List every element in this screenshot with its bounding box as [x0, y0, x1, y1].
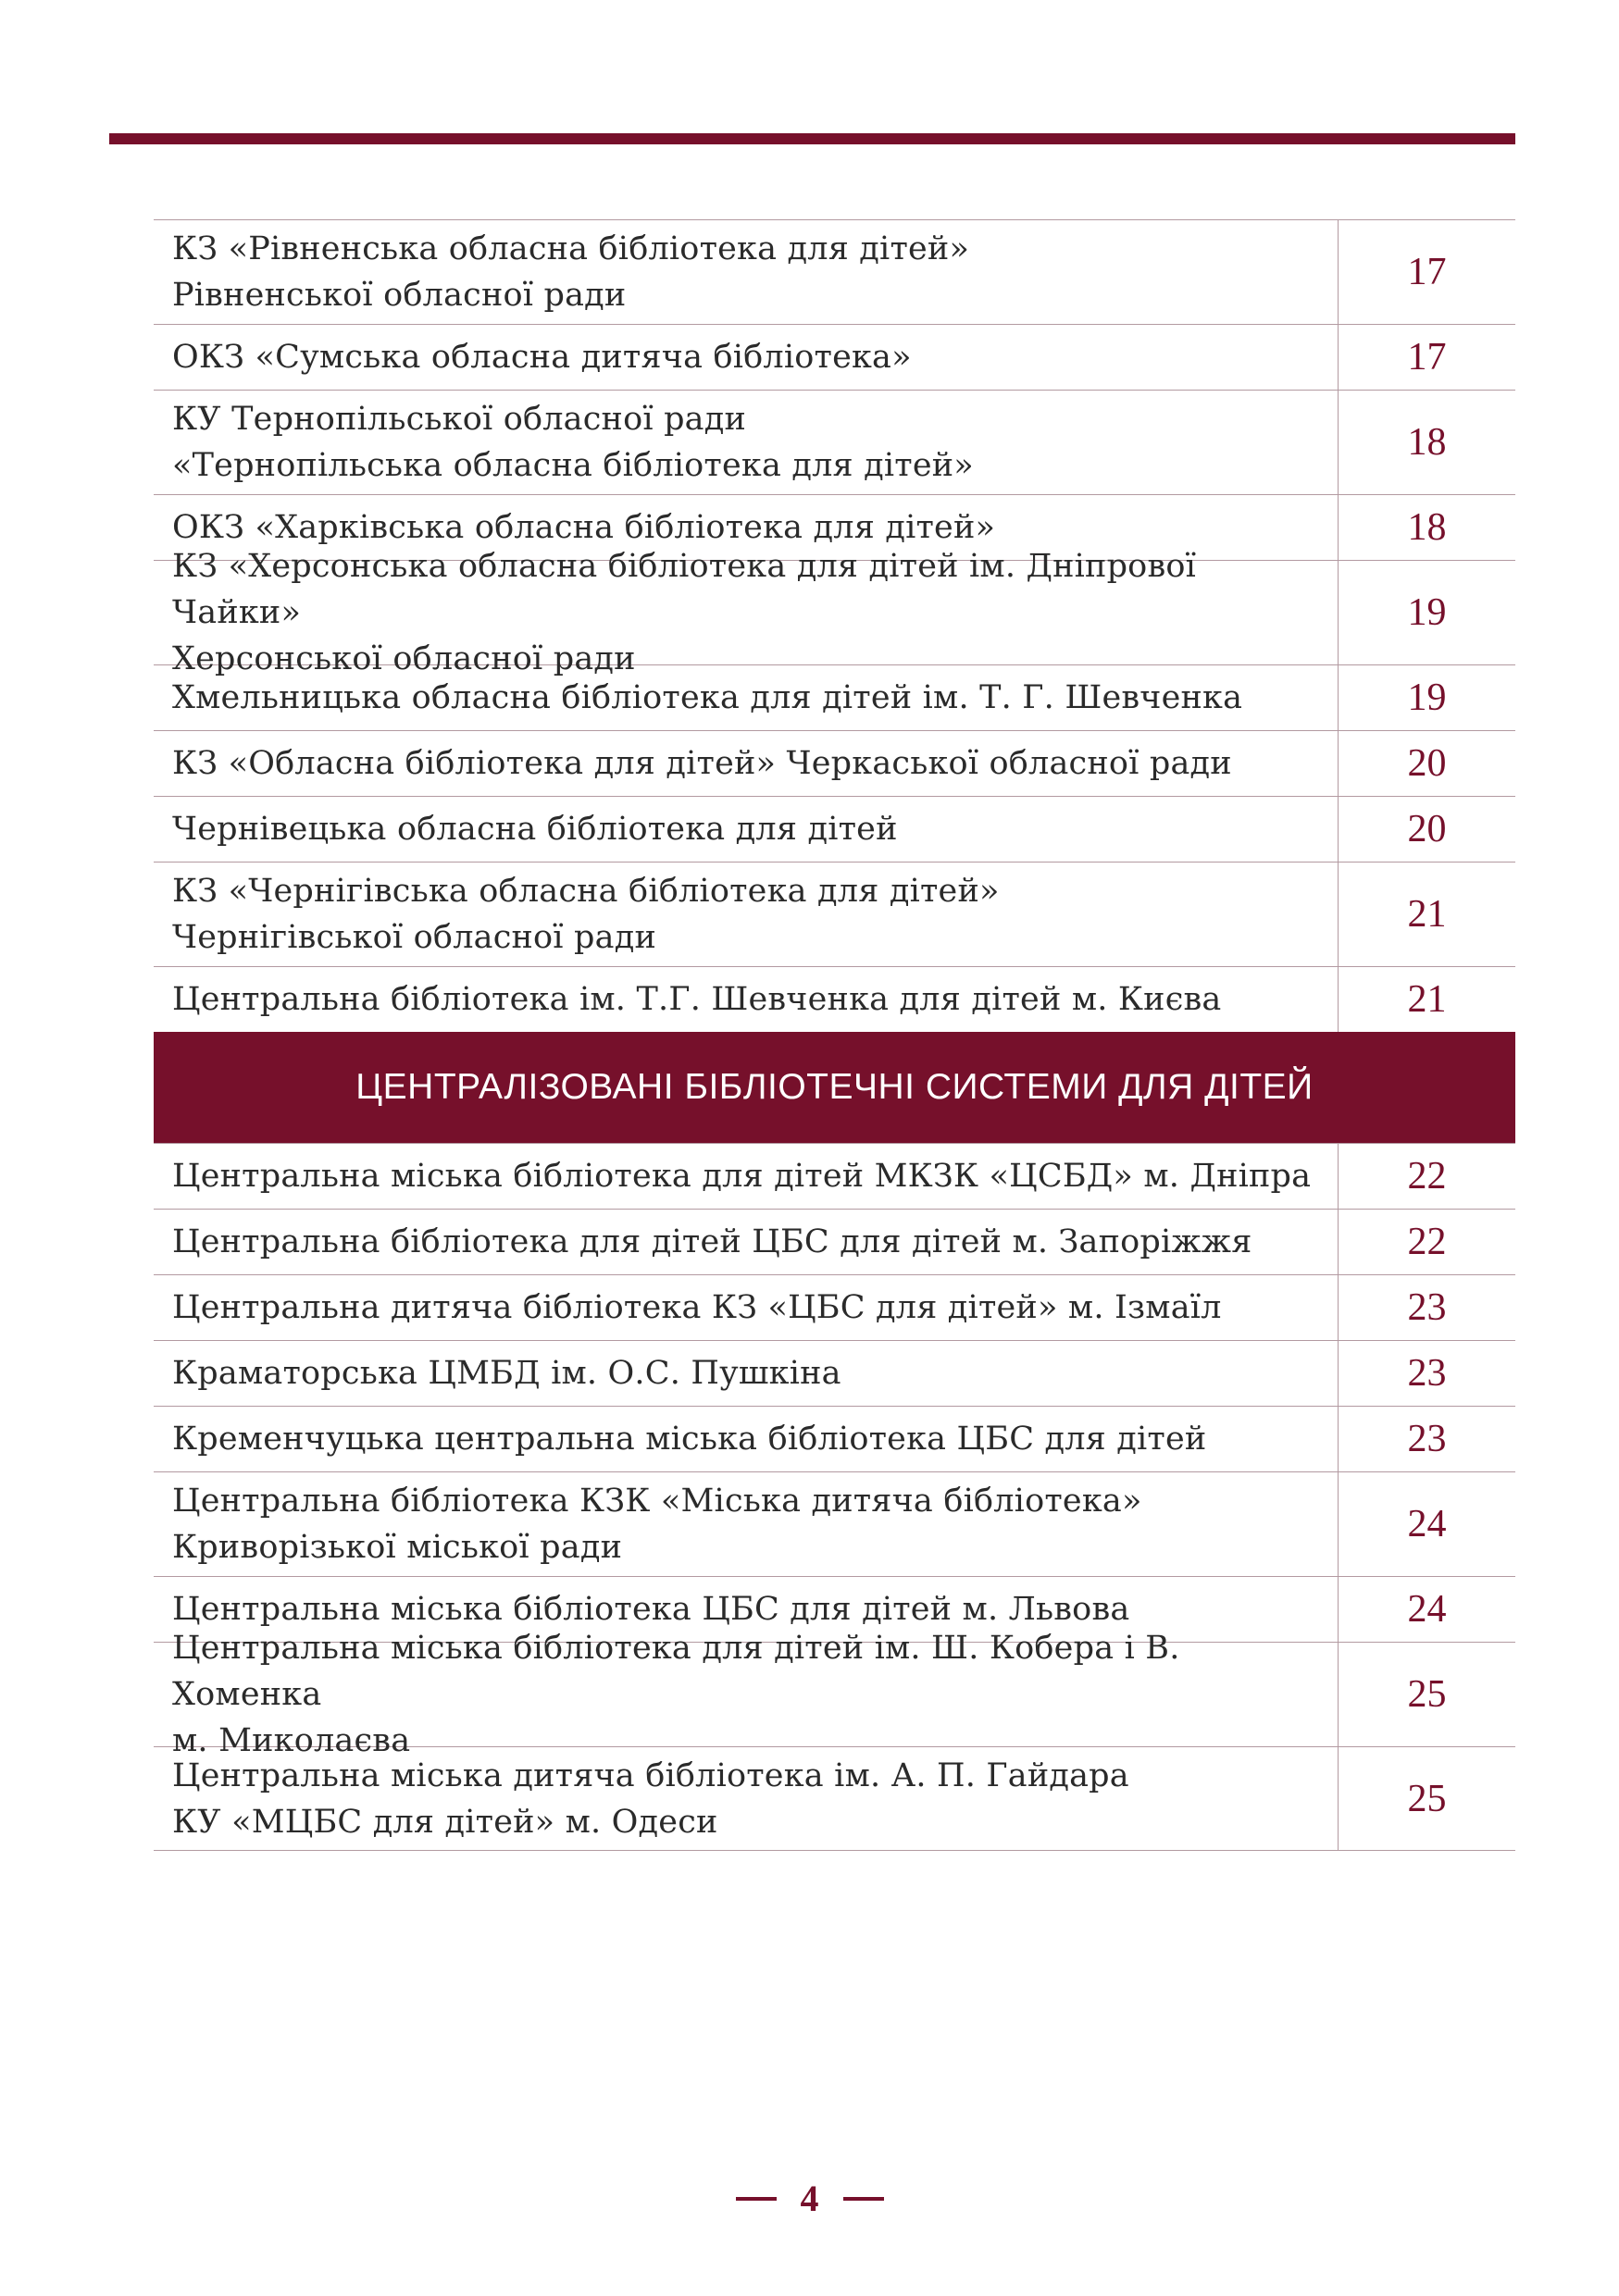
toc-entry-title	[154, 548, 1339, 677]
toc-entry-page: 20	[1407, 808, 1447, 850]
toc-entry-line: Чернівецька обласна бібліотека для дітей	[172, 811, 898, 848]
toc-entry-line: КЗ «Рівненська обласна бібліотека для дітей»	[172, 230, 970, 267]
toc-entry-line: «Тернопільська обласна бібліотека для дітей»	[172, 447, 974, 484]
toc-entry-page: 24	[1407, 1588, 1447, 1631]
section-heading: ЦЕНТРАЛІЗОВАНІ БІБЛІОТЕЧНІ СИСТЕМИ ДЛЯ ДІТЕЙ	[154, 1032, 1515, 1143]
toc-entry-page: 19	[1407, 676, 1447, 719]
toc-entry-page: 21	[1407, 978, 1447, 1021]
toc-entry-title	[154, 797, 1339, 862]
toc-entry-title	[154, 1472, 1339, 1576]
toc-row	[154, 1630, 1515, 1759]
toc-entry-line: КУ Тернопільської обласної ради	[172, 401, 747, 438]
toc-entry-page: 20	[1407, 742, 1447, 785]
toc-entry-page: 17	[1407, 251, 1447, 293]
toc-entry-page: 23	[1407, 1352, 1447, 1395]
toc-entry-line: Центральна міська бібліотека для дітей ім. Ш. Кобера і В. Хоменка	[172, 1630, 1180, 1713]
toc-row	[154, 730, 1515, 796]
toc-entry-line: Чернігівської обласної ради	[172, 919, 656, 956]
toc-entry-page: 23	[1407, 1286, 1447, 1329]
folio-dash-left	[736, 2197, 777, 2201]
folio-dash-right	[843, 2197, 884, 2201]
toc-entry-page: 24	[1407, 1503, 1447, 1545]
city-library-systems-list	[154, 1143, 1515, 1851]
toc-row	[154, 219, 1515, 324]
toc-entry-line: Центральна бібліотека для дітей ЦБС для дітей м. Запоріжжя	[172, 1223, 1252, 1260]
toc-entry-title	[154, 220, 1339, 324]
toc-entry-line: Хмельницька обласна бібліотека для дітей ім. Т. Г. Шевченка	[172, 679, 1243, 716]
toc-entry-title	[154, 1630, 1339, 1759]
toc-entry-title	[154, 665, 1339, 730]
table-of-contents	[154, 219, 1515, 1851]
toc-entry-line: КЗ «Обласна бібліотека для дітей» Черкаської обласної ради	[172, 745, 1232, 782]
toc-entry-line: м. Миколаєва	[172, 1722, 411, 1759]
toc-entry-line: КЗ «Херсонська обласна бібліотека для дітей ім. Дніпрової Чайки»	[172, 548, 1197, 631]
toc-entry-page: 19	[1407, 591, 1447, 634]
toc-entry-line: КУ «МЦБС для дітей» м. Одеси	[172, 1803, 718, 1841]
toc-row	[154, 1471, 1515, 1576]
toc-entry-line: Криворізької міської ради	[172, 1529, 623, 1566]
toc-entry-page: 25	[1407, 1777, 1447, 1820]
toc-entry-page: 17	[1407, 336, 1447, 379]
toc-entry-title	[154, 391, 1339, 494]
toc-entry-title	[154, 731, 1339, 796]
toc-entry-page: 21	[1407, 893, 1447, 936]
toc-entry-title	[154, 1210, 1339, 1274]
toc-row	[154, 324, 1515, 390]
toc-entry-line: Кременчуцька центральна міська бібліотека ЦБС для дітей	[172, 1421, 1207, 1458]
toc-entry-title	[154, 1341, 1339, 1406]
toc-entry-line: Центральна бібліотека КЗК «Міська дитяча бібліотека»	[172, 1483, 1142, 1520]
toc-row	[154, 664, 1515, 730]
toc-row	[154, 390, 1515, 494]
toc-entry-line: КЗ «Чернігівська обласна бібліотека для дітей»	[172, 873, 1000, 910]
toc-entry-line: Херсонської обласної ради	[172, 640, 636, 677]
toc-entry-line: Центральна міська бібліотека ЦБС для дітей м. Львова	[172, 1591, 1130, 1628]
toc-entry-title	[154, 1747, 1339, 1850]
toc-entry-line: Центральна дитяча бібліотека КЗ «ЦБС для дітей» м. Ізмаїл	[172, 1289, 1222, 1326]
toc-entry-title	[154, 863, 1339, 966]
toc-entry-page: 23	[1407, 1418, 1447, 1460]
toc-entry-page: 22	[1407, 1155, 1447, 1198]
toc-row	[154, 1143, 1515, 1209]
toc-row	[154, 1340, 1515, 1406]
toc-row	[154, 966, 1515, 1032]
toc-entry-page: 18	[1407, 421, 1447, 464]
toc-entry-title	[154, 1275, 1339, 1340]
toc-entry-title	[154, 967, 1339, 1032]
toc-entry-line: Центральна бібліотека ім. Т.Г. Шевченка для дітей м. Києва	[172, 981, 1222, 1018]
header-rule	[109, 133, 1515, 144]
toc-row	[154, 1274, 1515, 1340]
toc-row	[154, 548, 1515, 677]
toc-entry-title	[154, 1144, 1339, 1209]
page-number-footer	[0, 2177, 1619, 2220]
toc-row	[154, 862, 1515, 966]
toc-entry-title	[154, 1407, 1339, 1471]
toc-row	[154, 1209, 1515, 1274]
toc-entry-line: ОКЗ «Харківська обласна бібліотека для дітей»	[172, 509, 996, 546]
toc-entry-line: Центральна міська бібліотека для дітей МКЗК «ЦСБД» м. Дніпра	[172, 1158, 1312, 1195]
toc-row	[154, 1746, 1515, 1851]
toc-entry-line: Рівненської обласної ради	[172, 277, 627, 314]
toc-entry-page: 25	[1407, 1673, 1447, 1716]
toc-entry-page: 18	[1407, 506, 1447, 549]
page-number: 4	[800, 2178, 819, 2219]
toc-entry-line: Центральна міська дитяча бібліотека ім. А. П. Гайдара	[172, 1756, 1129, 1794]
toc-entry-line: ОКЗ «Сумська обласна дитяча бібліотека»	[172, 339, 912, 376]
toc-entry-page: 22	[1407, 1221, 1447, 1263]
toc-row	[154, 1406, 1515, 1471]
toc-entry-title	[154, 325, 1339, 390]
toc-row	[154, 796, 1515, 862]
regional-libraries-list	[154, 219, 1515, 1032]
toc-entry-line: Краматорська ЦМБД ім. О.С. Пушкіна	[172, 1355, 841, 1392]
